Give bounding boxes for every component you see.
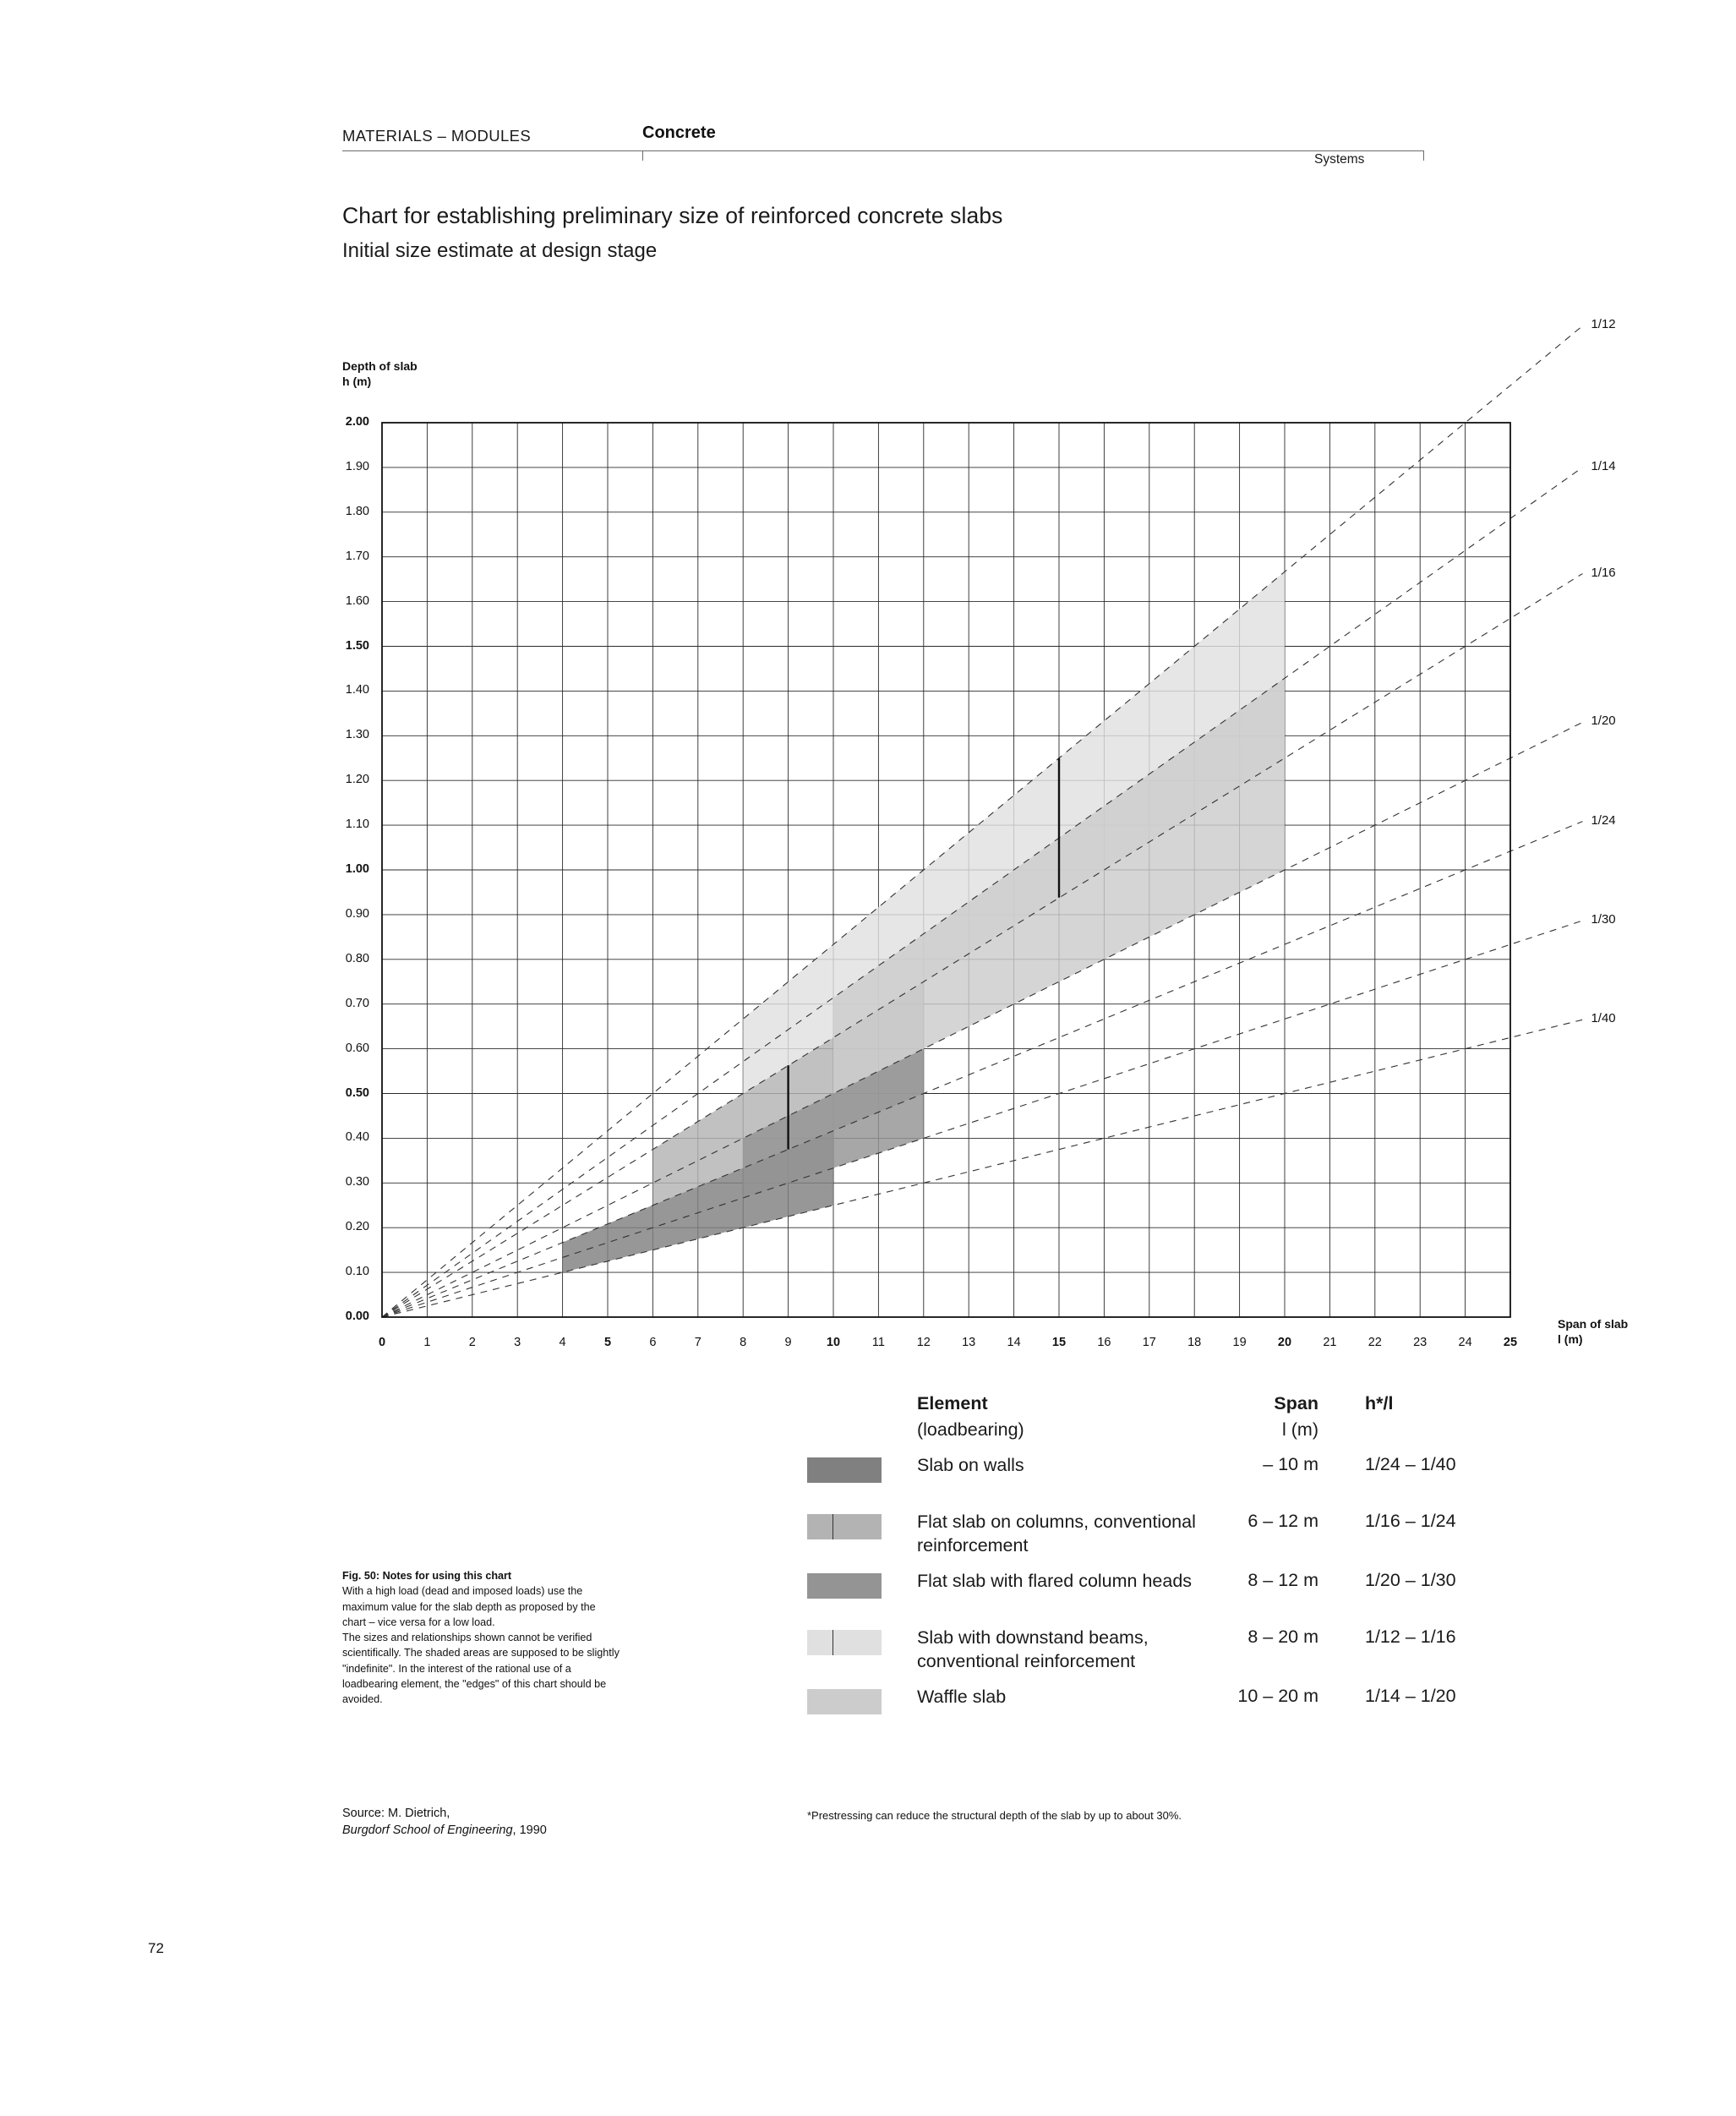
x-axis-tick-label: 24 (1458, 1336, 1472, 1349)
x-axis-tick-label: 14 (1007, 1336, 1021, 1349)
x-axis-tick-label: 6 (649, 1336, 657, 1349)
legend-header-span-sub: l (m) (1282, 1419, 1318, 1440)
notes-paragraph-1: With a high load (dead and imposed loads) use the maximum value for the slab depth as proposed by the chart – vice versa for a low load. (342, 1585, 596, 1628)
legend-header-row (807, 1393, 1551, 1452)
legend-row (807, 1509, 1551, 1568)
ratio-line-label: 1/24 (1591, 812, 1616, 828)
y-axis-tick-label: 1.70 (345, 549, 369, 563)
x-axis-tick-label: 18 (1187, 1336, 1202, 1349)
legend-row (807, 1452, 1551, 1509)
y-axis-tick-label: 1.80 (345, 504, 369, 518)
header-topic-label: Concrete (642, 123, 716, 142)
y-axis-tick-label: 1.10 (345, 817, 369, 832)
x-axis-tick-label: 17 (1142, 1336, 1156, 1349)
source-line-1: Source: M. Dietrich, (342, 1807, 450, 1820)
y-axis-tick-label: 0.60 (345, 1041, 369, 1055)
legend-row (807, 1568, 1551, 1625)
legend-header-span: Span (1274, 1393, 1318, 1413)
legend-element-ratio: 1/12 – 1/16 (1365, 1627, 1456, 1647)
y-axis-caption-line1: Depth of slab (342, 359, 418, 373)
page-subtitle: Initial size estimate at design stage (342, 239, 658, 262)
y-axis-tick-label: 1.90 (345, 459, 369, 473)
source-publication: Burgdorf School of Engineering (342, 1823, 513, 1838)
source-year: , 1990 (512, 1823, 547, 1838)
ratio-line-label: 1/20 (1591, 714, 1616, 729)
y-axis-tick-label: 0.70 (345, 996, 369, 1010)
y-axis-tick-label: 0.40 (345, 1130, 369, 1145)
legend-element-ratio: 1/16 – 1/24 (1365, 1511, 1456, 1531)
y-axis-tick-label: 1.40 (345, 683, 369, 697)
x-axis-caption-line2: l (m) (1558, 1331, 1583, 1346)
legend-element-ratio: 1/24 – 1/40 (1365, 1454, 1456, 1474)
x-axis-tick-label: 21 (1323, 1336, 1337, 1349)
legend-element-ratio: 1/20 – 1/30 (1365, 1570, 1456, 1590)
x-axis-caption-line1: Span of slab (1558, 1317, 1629, 1331)
legend-header-element-sub: (loadbearing) (917, 1419, 1024, 1440)
legend-element-span: 8 – 20 m (1247, 1627, 1318, 1647)
page-number: 72 (148, 1940, 164, 1956)
x-axis-tick-label: 15 (1051, 1336, 1067, 1349)
x-axis-tick-label: 16 (1097, 1336, 1111, 1349)
ratio-line-label: 1/40 (1591, 1011, 1616, 1026)
legend-element-span: – 10 m (1263, 1454, 1318, 1474)
page-title: Chart for establishing preliminary size of reinforced concrete slabs (342, 203, 1003, 228)
ratio-line-label: 1/16 (1591, 565, 1616, 580)
x-axis-tick-label: 8 (740, 1336, 747, 1349)
y-axis-tick-label: 0.50 (345, 1085, 369, 1100)
legend-color-swatch (807, 1689, 882, 1714)
x-axis-tick-label: 9 (784, 1336, 792, 1349)
x-axis-tick-label: 10 (826, 1336, 841, 1349)
x-axis-tick-label: 11 (871, 1336, 885, 1349)
notes-paragraph-2: The sizes and relationships shown cannot be verified scientifically. The shaded areas are supposed to be slightly "indefinite". In the interest of the rational use of a loadbearing element, the "edges" of this chart should be avoided. (342, 1632, 620, 1705)
x-axis-tick-label: 12 (916, 1336, 931, 1349)
ratio-line-label: 1/14 (1591, 458, 1616, 473)
x-axis-tick-label: 4 (559, 1336, 566, 1349)
ratio-line (382, 325, 1582, 1317)
x-axis-tick-label: 23 (1413, 1336, 1428, 1349)
y-axis-tick-label: 1.30 (345, 728, 369, 742)
ratio-line-label: 1/30 (1591, 912, 1616, 927)
legend-table (807, 1393, 1551, 1741)
y-axis-tick-label: 1.00 (345, 862, 369, 876)
chart-ratio-lines (382, 325, 1582, 1317)
y-axis-tick-label: 0.80 (345, 951, 369, 965)
x-axis-tick-label: 19 (1232, 1336, 1247, 1349)
legend-element-name: Flat slab with flared column heads (917, 1571, 1193, 1591)
x-axis-tick-label: 20 (1277, 1336, 1292, 1349)
legend-element-name: Waffle slab (917, 1687, 1007, 1707)
y-axis-tick-label: 0.20 (345, 1220, 369, 1234)
legend-color-swatch (807, 1457, 882, 1483)
y-axis-tick-label: 0.00 (345, 1310, 369, 1323)
y-axis-tick-label: 1.50 (345, 638, 369, 653)
x-axis-tick-label: 5 (603, 1336, 612, 1349)
x-axis-tick-label: 7 (694, 1336, 701, 1349)
x-axis-tick-label: 2 (468, 1336, 476, 1349)
legend-color-swatch (807, 1573, 882, 1599)
legend-header-element: Element (917, 1393, 988, 1413)
legend-color-swatch (807, 1514, 882, 1539)
legend-element-span: 8 – 12 m (1247, 1570, 1318, 1590)
chart-notes (342, 1568, 621, 1707)
y-axis-tick-label: 1.20 (345, 773, 369, 787)
header-subsection-label: Systems (1314, 152, 1365, 167)
y-axis-tick-label: 0.30 (345, 1175, 369, 1189)
x-axis-tick-label: 3 (514, 1336, 521, 1349)
y-axis-tick-label: 0.10 (345, 1265, 369, 1279)
y-axis-tick-label: 0.90 (345, 906, 369, 921)
legend-element-name: Flat slab on columns, conventional reinforcement (917, 1512, 1196, 1556)
y-axis-caption-line2: h (m) (342, 374, 372, 388)
legend-element-span: 6 – 12 m (1247, 1511, 1318, 1531)
y-axis-tick-label: 1.60 (345, 593, 369, 608)
legend-row (807, 1625, 1551, 1684)
legend-element-name: Slab on walls (917, 1455, 1024, 1475)
y-axis-tick-label: 2.00 (345, 415, 369, 429)
legend-header-ratio: h*/l (1365, 1393, 1394, 1413)
x-axis-tick-label: 0 (378, 1336, 386, 1349)
legend-element-span: 10 – 20 m (1237, 1686, 1318, 1706)
x-axis-tick-label: 13 (962, 1336, 976, 1349)
source-credit (342, 1805, 680, 1840)
footnote: *Prestressing can reduce the structural depth of the slab by up to about 30%. (807, 1809, 1182, 1822)
legend-element-name: Slab with downstand beams, conventional reinforcement (917, 1627, 1149, 1671)
legend-element-ratio: 1/14 – 1/20 (1365, 1686, 1456, 1706)
legend-color-swatch (807, 1630, 882, 1655)
x-axis-tick-label: 22 (1368, 1336, 1382, 1349)
x-axis-tick-label: 1 (423, 1336, 431, 1349)
ratio-line (382, 467, 1582, 1317)
notes-heading: Fig. 50: Notes for using this chart (342, 1570, 512, 1582)
x-axis-tick-label: 25 (1503, 1336, 1518, 1349)
legend-row (807, 1684, 1551, 1741)
header-section-label: MATERIALS – MODULES (342, 127, 532, 145)
ratio-line-label: 1/12 (1591, 317, 1616, 332)
